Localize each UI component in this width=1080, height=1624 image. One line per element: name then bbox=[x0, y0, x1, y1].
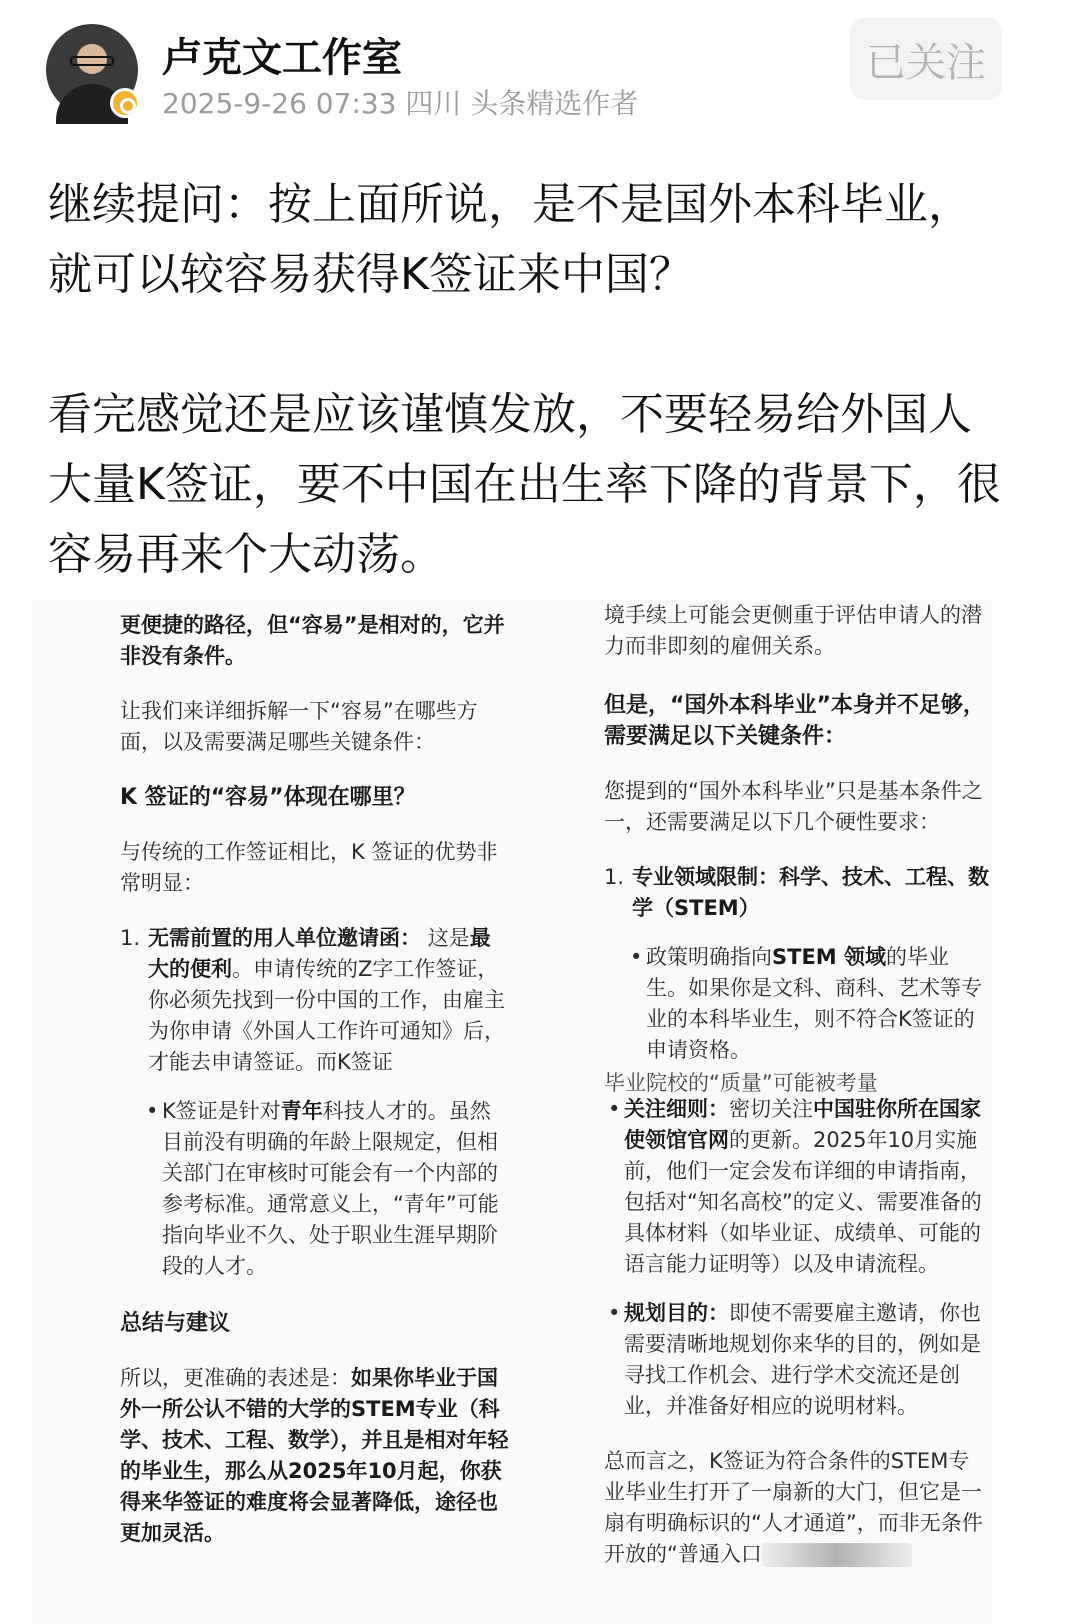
right-list-item-1: 1. 专业领域限制：科学、技术、工程、数学（STEM） bbox=[604, 865, 989, 920]
verified-badge-icon bbox=[110, 88, 140, 118]
right-screenshot bbox=[604, 600, 990, 1594]
right-top-text: 境手续上可能会更侧重于评估申请人的潜力而非即刻的雇佣关系。 bbox=[604, 603, 982, 658]
left-compare: 与传统的工作签证相比，K 签证的优势非常明显： bbox=[120, 840, 498, 895]
follow-button[interactable]: 已关注 bbox=[850, 18, 1002, 100]
right-bullet-plan: • 规划目的：即使不需要雇主邀请，你也需要清晰地规划你来华的目的，例如是寻找工作机会、进行学术交流还是创业，并准备好相应的说明材料。 bbox=[604, 1298, 990, 1422]
embedded-screenshots[interactable] bbox=[32, 600, 992, 1624]
author-name[interactable]: 卢克文工作室 bbox=[162, 35, 402, 81]
left-bullet-youth: • K签证是针对青年科技人才的。虽然目前没有明确的年龄上限规定，但相关部门在审核时可能会有一个内部的参考标准。通常意义上，“青年”可能指向毕业不久、处于职业生涯早期阶段的人才。 bbox=[142, 1096, 510, 1282]
right-heading-but: 但是，“国外本科毕业”本身并不足够，需要满足以下关键条件： bbox=[604, 693, 985, 749]
left-summary: 所以，更准确的表述是：如果你毕业于国外一所公认不错的大学的STEM专业（科学、技术、工程、数学），并且是相对年轻的毕业生，那么从2025年10月起，你获得来华签证的难度将会显著降低，途径也更加灵活。 bbox=[120, 1366, 509, 1545]
right-bullet-rules: • 关注细则：密切关注中国驻你所在国家使领馆官网的更新。2025年10月实施前，他们一定会发布详细的申请指南，包括对“知名高校”的定义、需要准备的具体材料（如毕业证、成绩单、可能的语言能力证明等）以及申请流程。 bbox=[604, 1094, 990, 1280]
post-paragraph-2: 看完感觉还是应该谨慎发放，不要轻易给外国人大量K签证，要不中国在出生率下降的背景下，很容易再来个大动荡。 bbox=[48, 389, 1001, 580]
right-mention: 您提到的“国外本科毕业”只是基本条件之一，还需要满足以下几个硬性要求： bbox=[604, 779, 983, 834]
left-screenshot bbox=[120, 610, 510, 1573]
list-number: 1. bbox=[120, 926, 141, 950]
cut-off-line: 毕业院校的“质量”可能被考量 bbox=[604, 1071, 878, 1095]
blurred-overlay bbox=[762, 1543, 912, 1567]
right-bullet-stem: • 政策明确指向STEM 领域的毕业生。如果你是文科、商科、艺术等专业的本科毕业生，则不符合K签证的申请资格。 bbox=[626, 942, 990, 1066]
left-list-item-1: 1. 无需前置的用人单位邀请函： 这是最大的便利。申请传统的Z字工作签证，你必须先找到一份中国的工作，由雇主为你申请《外国人工作许可通知》后，才能去申请签证。而K签证 bbox=[120, 923, 510, 1078]
right-conclusion: 总而言之，K签证为符合条件的STEM专业毕业生打开了一扇新的大门，但它是一扇有明确标识的“人才通道”，而非无条件开放的“普通入口 bbox=[604, 1449, 983, 1566]
post-paragraph-1: 继续提问：按上面所说，是不是国外本科毕业，就可以较容易获得K签证来中国？ bbox=[48, 179, 972, 300]
left-explain: 让我们来详细拆解一下“容易”在哪些方面，以及需要满足哪些关键条件： bbox=[120, 699, 478, 754]
post-meta: 2025-9-26 07:33 四川 头条精选作者 bbox=[162, 87, 639, 120]
left-heading-summary: 总结与建议 bbox=[120, 1311, 231, 1336]
glasses-icon bbox=[70, 56, 114, 66]
post-header bbox=[0, 0, 1080, 130]
left-heading-easy: K 签证的“容易”体现在哪里？ bbox=[120, 785, 416, 810]
left-intro: 更便捷的路径，但“容易”是相对的，它并非没有条件。 bbox=[120, 613, 505, 668]
